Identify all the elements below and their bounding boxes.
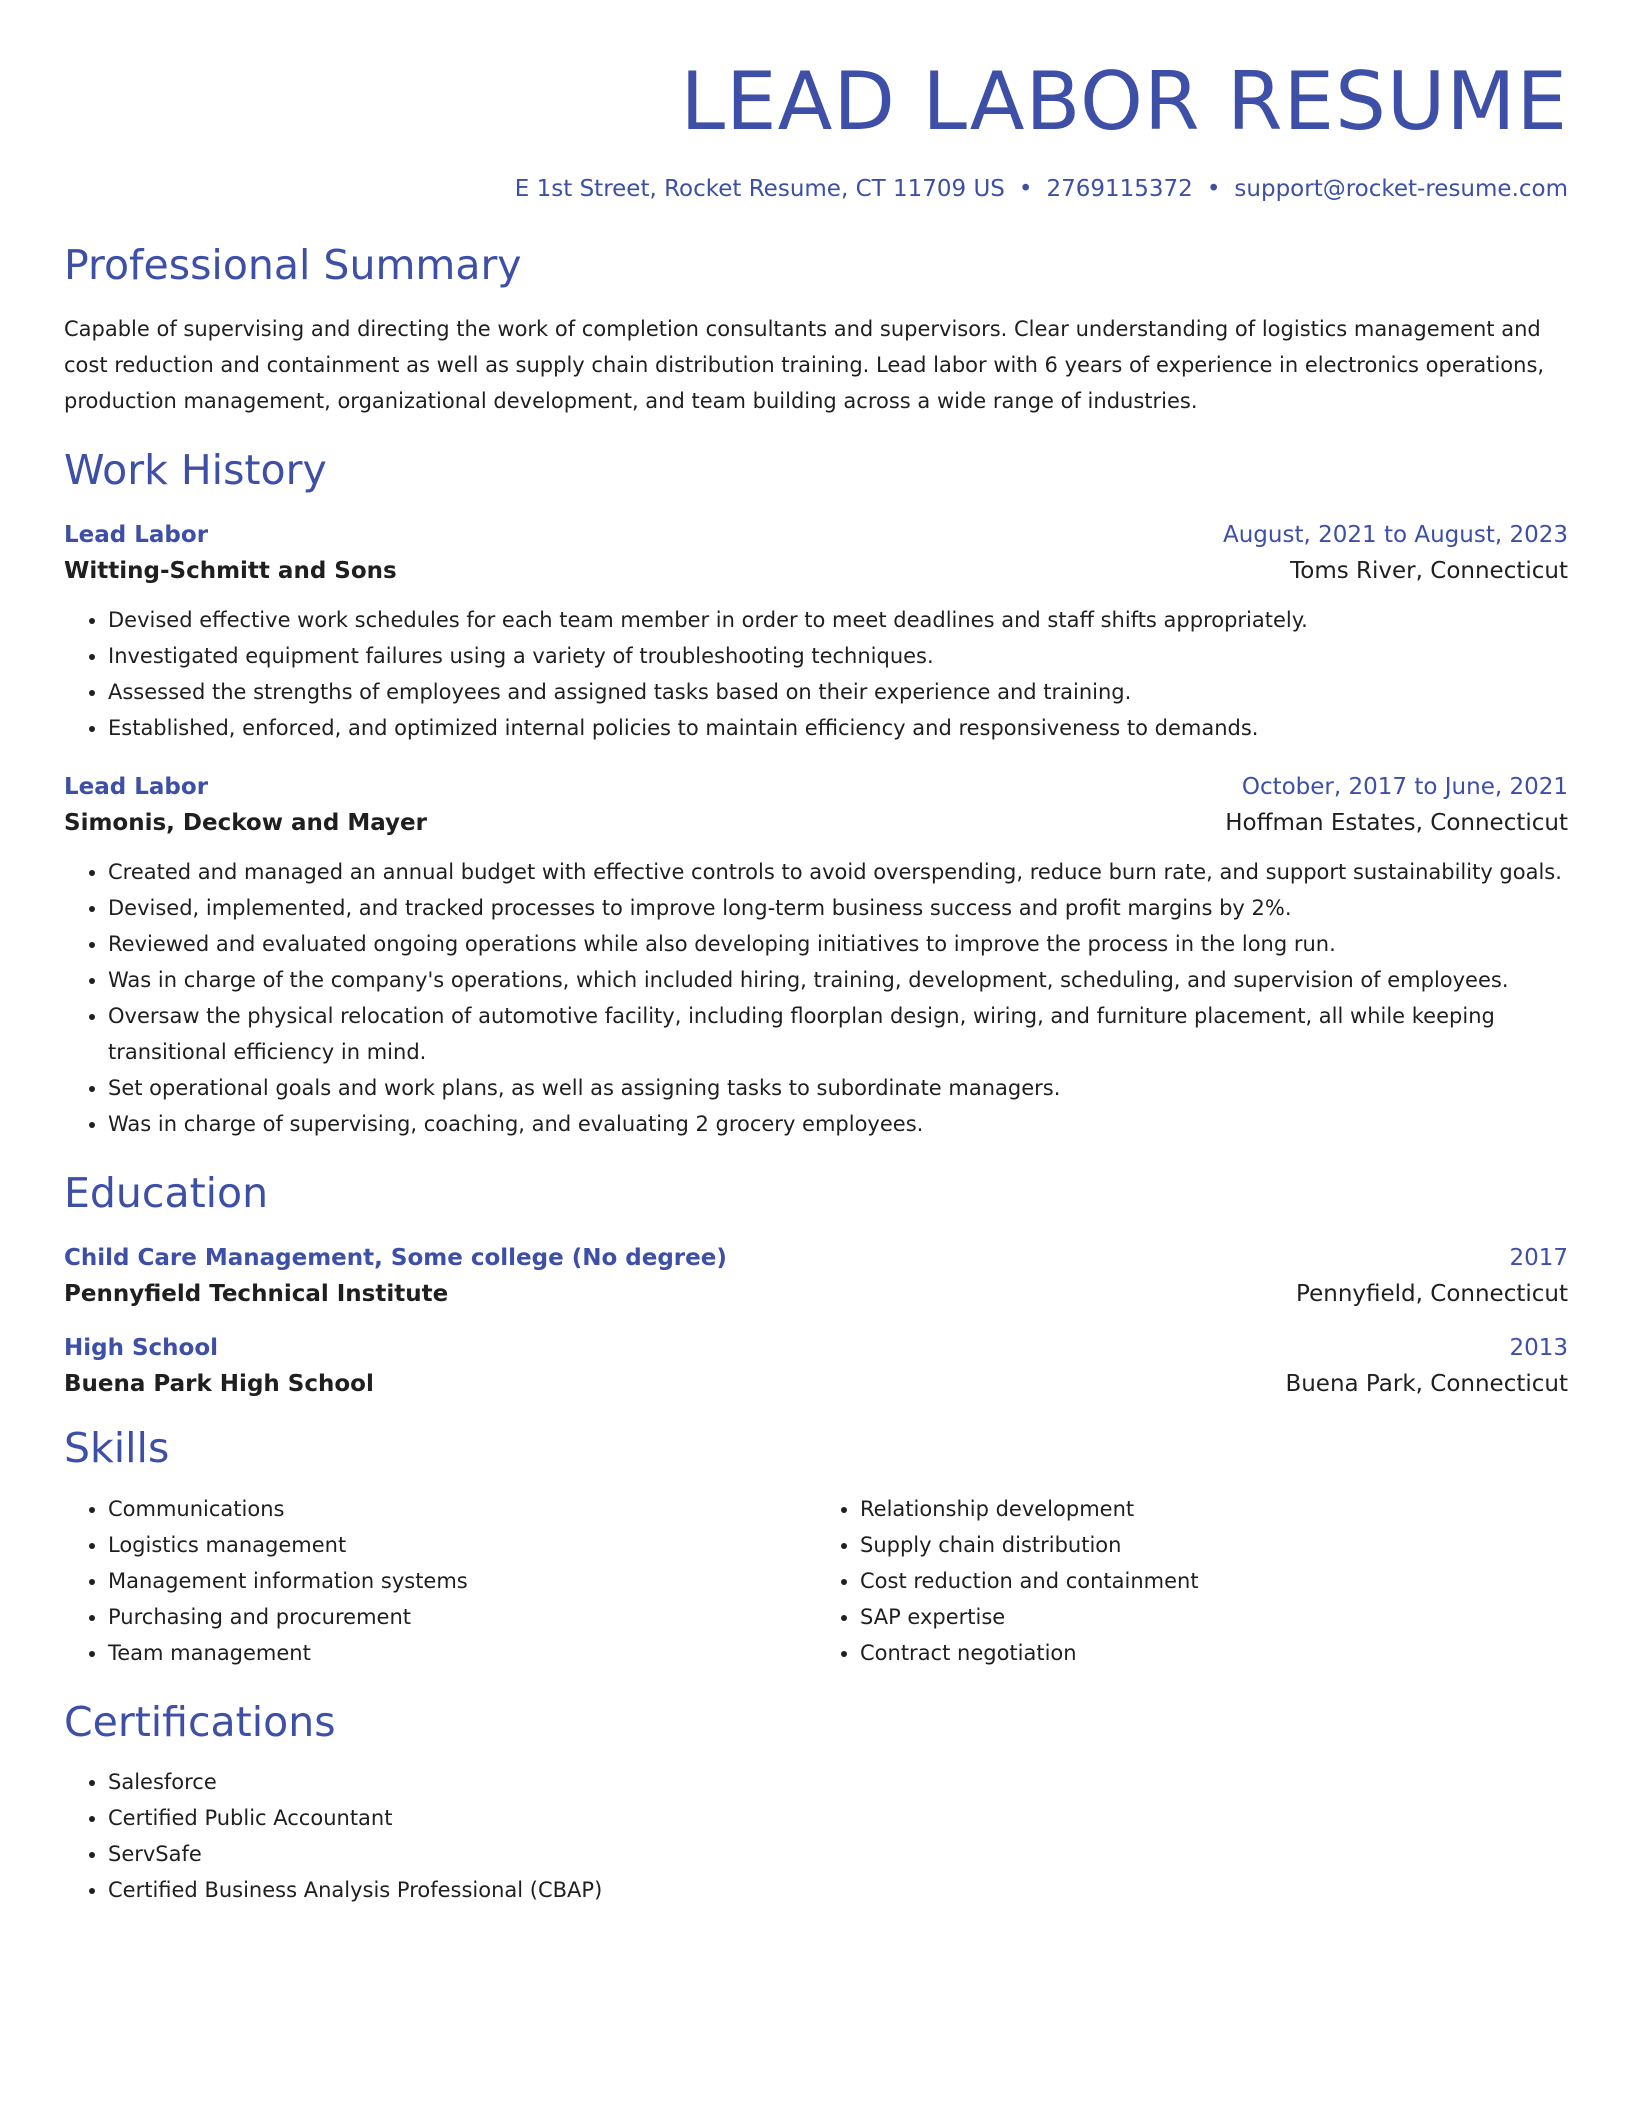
skill-item: • SAP expertise: [860, 1599, 1568, 1635]
job-header-row: [64, 774, 1568, 800]
summary-section: [64, 242, 1568, 419]
job-company: Witting-Schmitt and Sons: [64, 558, 397, 585]
education-school-row: [64, 1271, 1568, 1307]
job-location: Toms River, Connecticut: [1290, 558, 1568, 585]
job-bullet: • Investigated equipment failures using a variety of troubleshooting techniques.: [108, 638, 1568, 674]
section-title-skills: Skills: [64, 1424, 170, 1473]
job-company: Simonis, Deckow and Mayer: [64, 810, 427, 837]
skill-item: • Contract negotiation: [860, 1635, 1568, 1671]
skill-item: • Logistics management: [108, 1527, 816, 1563]
job-entry: [64, 522, 1568, 746]
skills-list-left: [64, 1491, 816, 1671]
skill-item: • Purchasing and procurement: [108, 1599, 816, 1635]
job-dates: October, 2017 to June, 2021: [1241, 774, 1568, 801]
job-company-row: [64, 800, 1568, 836]
skills-list-right: [816, 1491, 1568, 1671]
job-entry: [64, 774, 1568, 1142]
job-bullet: • Set operational goals and work plans, as well as assigning tasks to subordinate managers.: [108, 1070, 1568, 1106]
education-degree: High School: [64, 1335, 219, 1362]
section-title-work-history: Work History: [64, 446, 327, 495]
education-entry: [64, 1245, 1568, 1307]
education-degree: Child Care Management, Some college (No degree): [64, 1245, 727, 1272]
job-bullet: • Created and managed an annual budget with effective controls to avoid overspending, reduce burn rate, and support sustainability goals.: [108, 854, 1568, 890]
job-bullet: • Assessed the strengths of employees and assigned tasks based on their experience and training.: [108, 674, 1568, 710]
skill-item: • Supply chain distribution: [860, 1527, 1568, 1563]
education-school-row: [64, 1361, 1568, 1397]
education-location: Buena Park, Connecticut: [1285, 1371, 1568, 1398]
skill-item: • Cost reduction and containment: [860, 1563, 1568, 1599]
job-bullet: • Devised, implemented, and tracked processes to improve long-term business success and profit margins by 2%.: [108, 890, 1568, 926]
contact-separator: •: [1018, 176, 1033, 202]
job-title: Lead Labor: [64, 522, 209, 549]
skill-item: • Team management: [108, 1635, 816, 1671]
job-title: Lead Labor: [64, 774, 209, 801]
certifications-list: [64, 1764, 1568, 1908]
certifications-section: [64, 1699, 1568, 1908]
job-bullet: • Devised effective work schedules for each team member in order to meet deadlines and staff shifts appropriately.: [108, 602, 1568, 638]
job-company-row: [64, 548, 1568, 584]
education-header-row: [64, 1335, 1568, 1361]
certification-item: • ServSafe: [108, 1836, 1568, 1872]
contact-separator: •: [1206, 176, 1221, 202]
job-bullet: • Reviewed and evaluated ongoing operations while also developing initiatives to improve the process in the long run.: [108, 926, 1568, 962]
contact-address: E 1st Street, Rocket Resume, CT 11709 US: [514, 176, 1005, 202]
skill-item: • Communications: [108, 1491, 816, 1527]
education-year: 2013: [1509, 1335, 1568, 1362]
job-bullet: • Was in charge of the company's operations, which included hiring, training, development, scheduling, and supervision of employees.: [108, 962, 1568, 998]
job-bullets: [64, 602, 1568, 746]
job-bullets: [64, 854, 1568, 1142]
education-location: Pennyfield, Connecticut: [1296, 1281, 1568, 1308]
section-title-education: Education: [64, 1169, 269, 1218]
job-bullet: • Established, enforced, and optimized internal policies to maintain efficiency and responsiveness to demands.: [108, 710, 1568, 746]
job-bullet: • Was in charge of supervising, coaching, and evaluating 2 grocery employees.: [108, 1106, 1568, 1142]
resume-name: LEAD LABOR RESUME: [680, 55, 1568, 148]
certification-item: • Salesforce: [108, 1764, 1568, 1800]
job-dates: August, 2021 to August, 2023: [1223, 522, 1568, 549]
contact-phone: 2769115372: [1046, 176, 1193, 202]
resume-header: [64, 55, 1568, 202]
education-section: [64, 1170, 1568, 1397]
skills-section: [64, 1425, 1568, 1670]
contact-line: [64, 176, 1568, 202]
education-header-row: [64, 1245, 1568, 1271]
education-year: 2017: [1509, 1245, 1568, 1272]
job-bullet: • Oversaw the physical relocation of automotive facility, including floorplan design, wiring, and furniture placement, all while keeping transitional efficiency in mind.: [108, 998, 1568, 1070]
education-school: Buena Park High School: [64, 1371, 374, 1398]
job-location: Hoffman Estates, Connecticut: [1225, 810, 1568, 837]
work-history-section: [64, 447, 1568, 1142]
section-title-summary: Professional Summary: [64, 241, 522, 289]
skill-item: • Management information systems: [108, 1563, 816, 1599]
education-entry: [64, 1335, 1568, 1397]
certification-item: • Certified Public Accountant: [108, 1800, 1568, 1836]
contact-email[interactable]: support@rocket-resume.com: [1234, 176, 1568, 202]
education-school: Pennyfield Technical Institute: [64, 1281, 449, 1308]
job-header-row: [64, 522, 1568, 548]
skill-item: • Relationship development: [860, 1491, 1568, 1527]
section-title-certifications: Certifications: [64, 1697, 336, 1746]
summary-text: Capable of supervising and directing the work of completion consultants and supervisors. Clear understanding of logistics management and cost reduction and containment as well as supply chain distribution training. Lead labor with 6 years of experience in electronics operations, production management, organizational development, and team building across a wide range of industries.: [64, 317, 1545, 414]
skills-columns: [64, 1491, 1568, 1671]
certification-item: • Certified Business Analysis Professional (CBAP): [108, 1872, 1568, 1908]
